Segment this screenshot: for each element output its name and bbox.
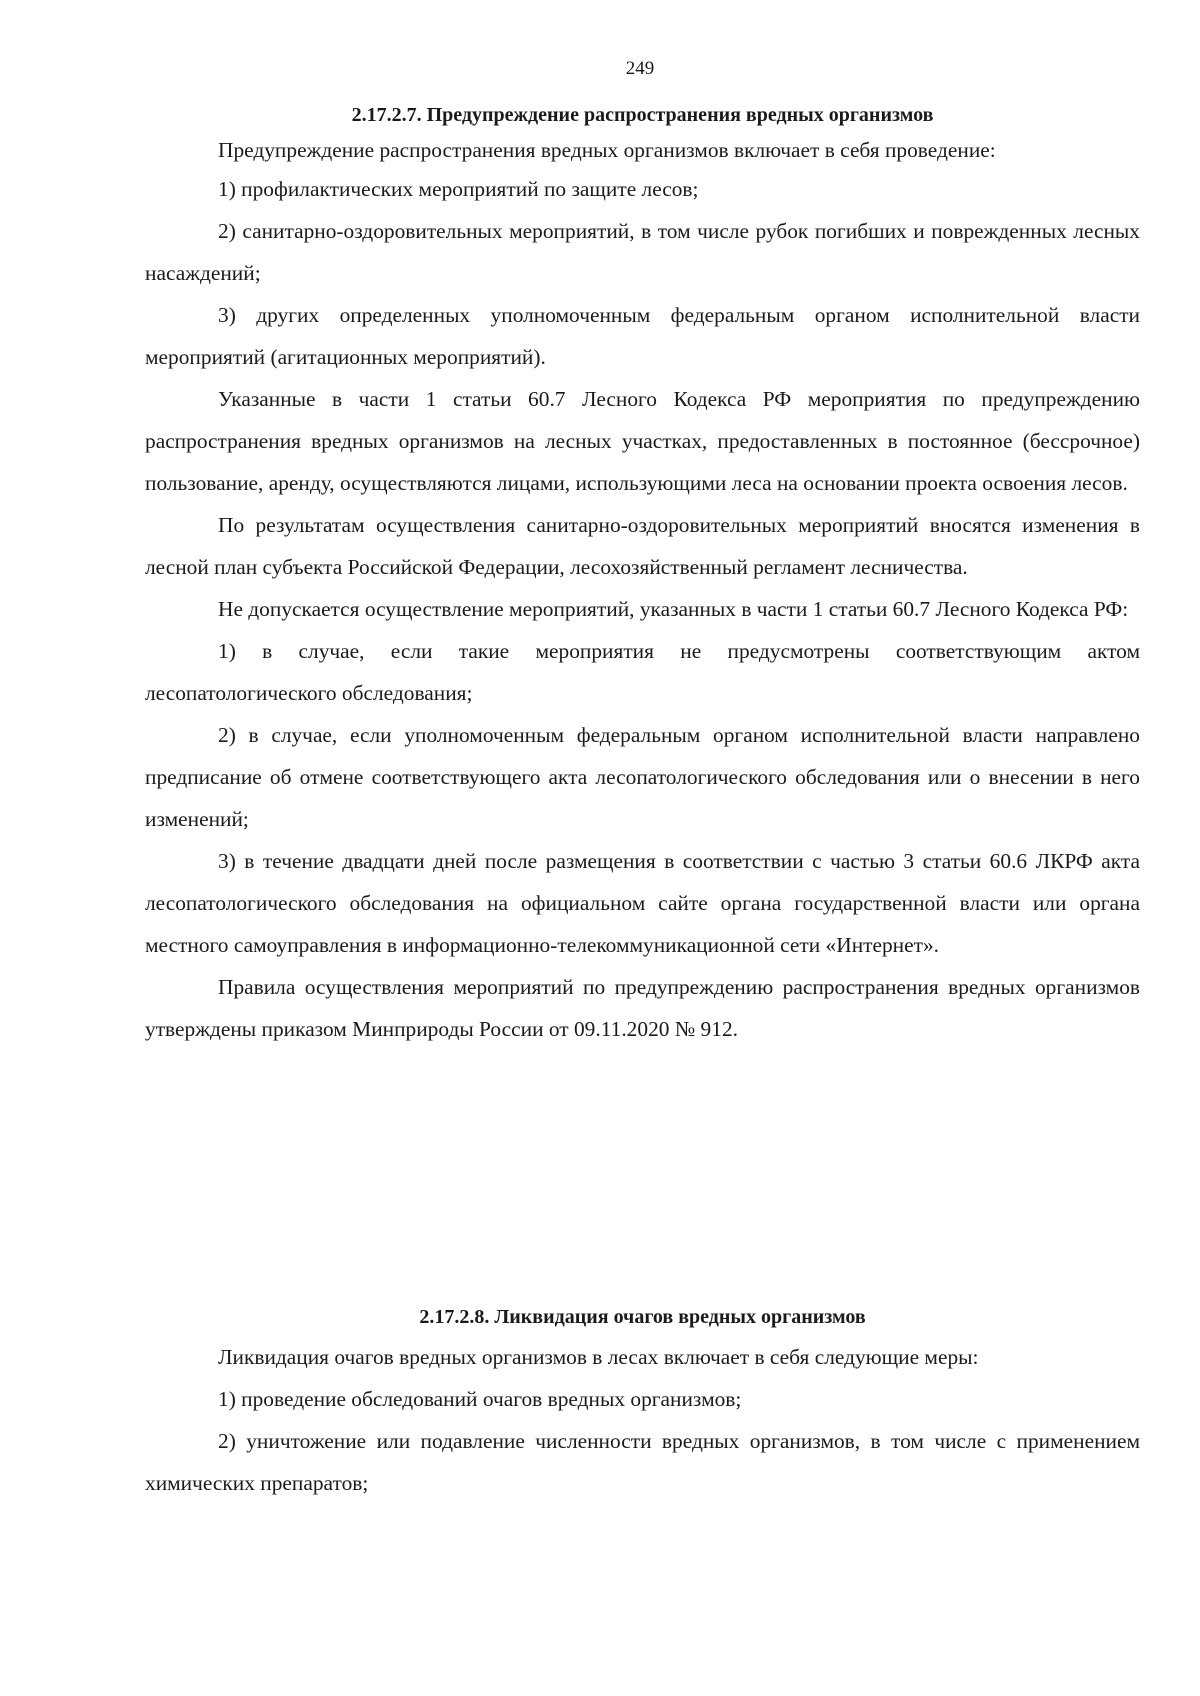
list-item: 2) уничтожение или подавление численности вредных организмов, в том числе с применением химических препаратов; <box>145 1429 1140 1495</box>
paragraph: По результатам осуществления санитарно-оздоровительных мероприятий вносятся изменения в лесной план субъекта Российской Федерации, лесохозяйственный регламент лесничества. <box>145 513 1140 579</box>
paragraph: Предупреждение распространения вредных организмов включает в себя проведение: <box>218 138 996 162</box>
list-item: 3) других определенных уполномоченным федеральным органом исполнительной власти мероприятий (агитационных мероприятий). <box>145 303 1140 369</box>
list-item: 3) в течение двадцати дней после размещения в соответствии с частью 3 статьи 60.6 ЛКРФ акта лесопатологического обследования на официальном сайте органа государственной власти или органа местного самоуправления в информационно-телекоммуникационной сети «Интернет». <box>145 849 1140 957</box>
list-item: 2) санитарно-оздоровительных мероприятий, в том числе рубок погибших и поврежденных лесных насаждений; <box>145 219 1140 285</box>
paragraph: Ликвидация очагов вредных организмов в лесах включает в себя следующие меры: <box>218 1345 979 1369</box>
paragraph: Правила осуществления мероприятий по предупреждению распространения вредных организмов утверждены приказом Минприроды России от 09.11.2020 № 912. <box>145 975 1140 1041</box>
paragraph: Не допускается осуществление мероприятий, указанных в части 1 статьи 60.7 Лесного Кодекса РФ: <box>218 597 1129 621</box>
list-item: 1) проведение обследований очагов вредных организмов; <box>218 1387 742 1411</box>
paragraph: Указанные в части 1 статьи 60.7 Лесного Кодекса РФ мероприятия по предупреждению распространения вредных организмов на лесных участках, предоставленных в постоянное (бессрочное) пользование, аренду, осуществляются лицами, использующими леса на основании проекта освоения лесов. <box>145 387 1140 495</box>
section-prevention <box>145 100 1140 1050</box>
section-liquidation <box>145 1302 1140 1504</box>
section-heading: 2.17.2.7. Предупреждение распространения вредных организмов <box>351 104 934 126</box>
section-heading: 2.17.2.8. Ликвидация очагов вредных организмов <box>419 1306 866 1328</box>
page-number: 249 <box>625 58 655 79</box>
list-item: 1) в случае, если такие мероприятия не предусмотрены соответствующим актом лесопатологического обследования; <box>145 639 1140 705</box>
list-item: 1) профилактических мероприятий по защите лесов; <box>218 177 699 201</box>
list-item: 2) в случае, если уполномоченным федеральным органом исполнительной власти направлено предписание об отмене соответствующего акта лесопатологического обследования или о внесении в него изменений; <box>145 723 1140 831</box>
